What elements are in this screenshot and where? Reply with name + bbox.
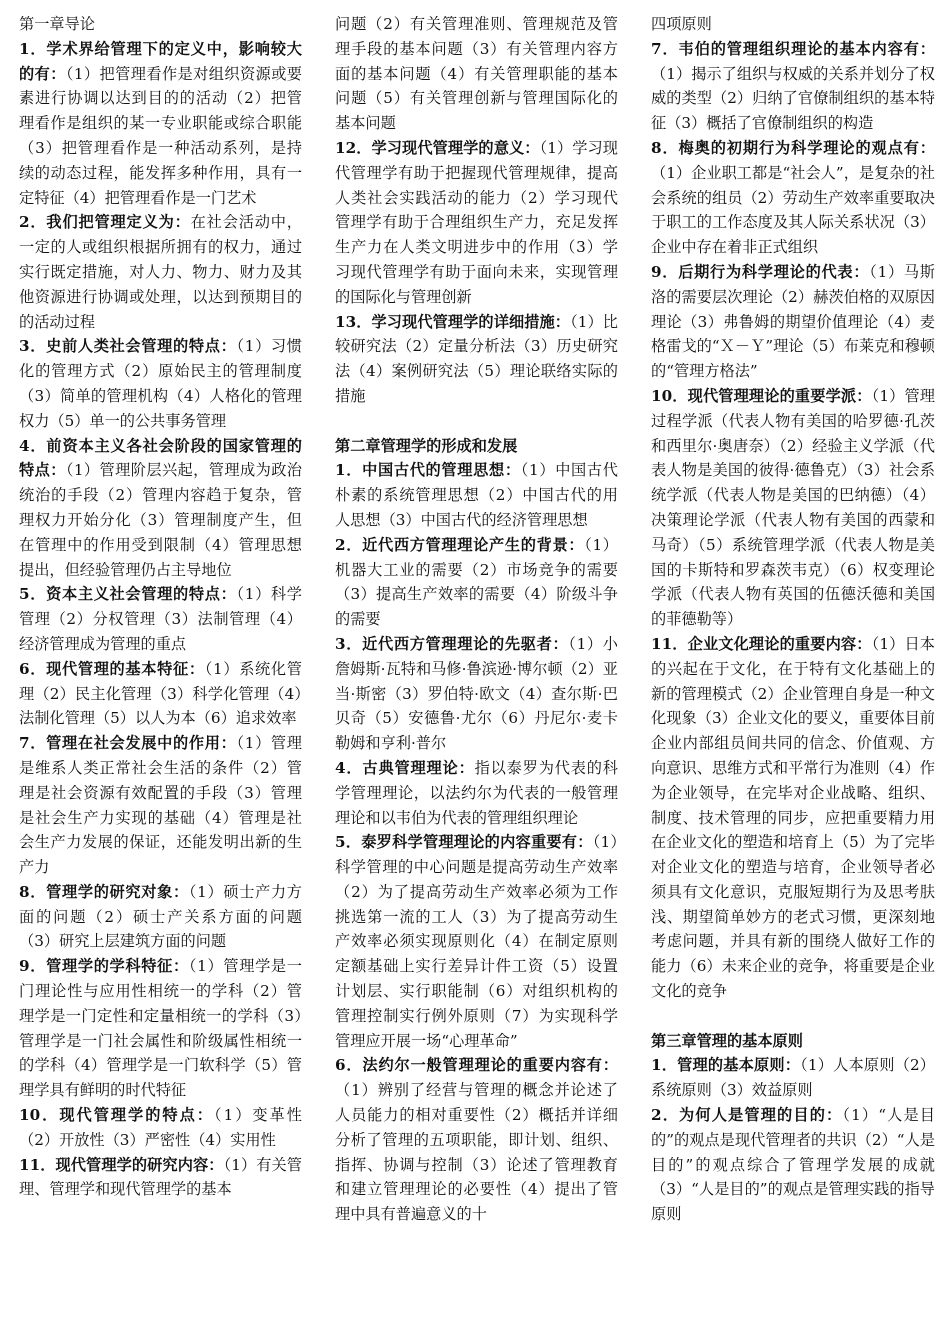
outline-item [335,1053,618,1227]
item-heading: 1．学术界给管理下的定义中，影响较大的有： [19,39,302,83]
chapter-heading: 第一章导论 [19,15,95,33]
outline-item [335,12,618,136]
item-heading: 5．泰罗科学管理理论的内容重要有： [335,833,593,852]
item-body: （1）比较研究法（2）定量分析法（3）历史研究法（4）案例研究法（5）理论联络实际的措施 [335,312,618,405]
column-right [651,12,935,1227]
item-heading: 8．梅奥的初期行为科学理论的观点有： [651,138,935,157]
outline-item [19,1103,302,1153]
chapter-heading: 第三章管理的基本原则 [651,1031,803,1050]
section-spacer [651,1004,935,1029]
item-heading: 2．为何人是管理的目的： [651,1106,843,1125]
outline-item [335,632,618,756]
item-body: （1）中国古代朴素的系统管理思想（2）中国古代的用人思想（3）中国古代的经济管理思想 [335,461,618,529]
outline-item [651,384,935,632]
item-body: （1）系统化管理（2）民主化管理（3）科学化管理（4）法制化管理（5）以人为本（6）追求效率 [19,659,302,728]
item-body: （1）科学管理的中心问题是提高劳动生产效率（2）为了提高劳动生产效率必须为工作挑选第一流的工人（3）为了提高劳动生产效率必须实现原则化（4）在制定原则定额基础上实行差异计件工资（5）设置计划层、实行职能制（6）对组织机构的管理控制实行例外原则（7）为实现科学管理应开展一场“心理革命” [335,833,618,1050]
item-heading: 1．管理的基本原则： [651,1056,801,1075]
chapter-heading: 第二章管理学的形成和发展 [335,436,518,455]
outline-item [651,1053,935,1103]
item-body: （1）硕士产力方面的问题（2）硕士产关系方面的问题（3）研究上层建筑方面的问题 [19,882,302,951]
item-heading: 9．管理学的学科特征： [19,957,189,976]
item-heading: 7．管理在社会发展中的作用： [19,734,237,753]
outline-item [651,1103,935,1227]
item-body: （1）小詹姆斯·瓦特和马修·鲁滨逊·博尔顿（2）亚当·斯密（3）罗伯特·欧文（4）查尔斯·巴贝奇（5）安德鲁·尤尔（6）丹尼尔·麦卡勒姆和亨利·普尔 [335,634,618,753]
item-body: （1）把管理看作是对组织资源或要素进行协调以达到目的的活动（2）把管理看作是组织的某一专业职能或综合职能（3）把管理看作是一种活动系列，是持续的动态过程，能发挥多种作用，具有一定特征（4）把管理看作是一门艺术 [19,64,302,207]
item-body: （1）习惯化的管理方式（2）原始民主的管理制度（3）简单的管理机构（4）人格化的管理权力（5）单一的公共事务管理 [19,337,302,430]
outline-item [651,37,935,136]
item-body: （1）机器大工业的需要（2）市场竞争的需要（3）提高生产效率的需要（4）阶级斗争的需要 [335,535,618,629]
outline-item [19,657,302,731]
item-heading: 5．资本主义社会管理的特点： [19,585,237,604]
outline-item [19,731,302,880]
item-heading: 11．企业文化理论的重要内容： [651,634,872,653]
item-heading: 10．现代管理理论的重要学派： [651,386,872,405]
item-body: （1）管理是维系人类正常社会生活的条件（2）管理是社会资源有效配置的手段（3）管理是社会生产力实现的基础（4）管理是社会生产力发展的保证，还能发明出新的生产力 [19,734,302,877]
outline-item [335,136,618,310]
outline-item [19,582,302,656]
column-middle [335,12,618,1227]
item-body: （1）变革性（2）开放性（3）严密性（4）实用性 [19,1106,302,1149]
item-heading: 11．现代管理学的研究内容： [19,1155,224,1174]
item-body: （1）管理学是一门理论性与应用性相统一的学科（2）管理学是一门定性和定量相统一的学科（3）管理学是一门社会属性和阶级属性相统一的学科（4）管理学是一门软科学（5）管理学具有鲜明的时代特征 [19,957,302,1100]
item-body: （1）管理过程学派（代表人物有美国的哈罗德·孔茨和西里尔·奥唐奈）（2）经验主义学派（代表人物是美国的彼得·德鲁克）（3）社会系统学派（代表人物是美国的巴纳德）（4）决策理论学派（代表人物有美国的西蒙和马奇）（5）系统管理学派（代表人物是美国的卡斯特和罗森茨韦克）（6）权变理论学派（代表人物有英国的伍德沃德和美国的菲德勒等） [651,386,935,629]
item-heading: 4．古典管理理论： [335,758,475,777]
item-heading: 3．近代西方管理理论的先驱者： [335,634,569,653]
item-body: （1）揭示了组织与权威的关系并划分了权威的类型（2）归纳了官僚制组织的基本特征（3）概括了官僚制组织的构造 [651,64,935,133]
item-body: （1）有关管理、管理学和现代管理学的基本 [19,1155,302,1199]
outline-item [335,310,618,409]
item-body: （1）辨别了经营与管理的概念并论述了人员能力的相对重要性（2）概括并详细分析了管理的五项职能，即计划、组织、指挥、协调与控制（3）论述了管理教育和建立管理理论的必要性（4）提出了管理中具有普遍意义的十 [335,1081,618,1224]
outline-item [19,1153,302,1203]
outline-item [335,533,618,632]
outline-item [19,334,302,433]
item-heading: 2．我们把管理定义为： [19,213,191,232]
outline-item [19,954,302,1103]
item-body: 四项原则 [651,15,712,33]
item-heading: 6．法约尔一般管理理论的重要内容有： [335,1056,618,1075]
item-heading: 10．现代管理学的特点： [19,1106,214,1125]
item-heading: 12．学习现代管理学的意义： [335,138,540,157]
item-body: （1）人本原则（2）系统原则（3）效益原则 [651,1056,935,1100]
item-body: （1）企业职工都是“社会人”，是复杂的社会系统的组员（2）劳动生产效率重要取决于职工的工作态度及其人际关系状况（3）企业中存在着非正式组织 [651,163,935,257]
item-body: 指以泰罗为代表的科学管理理论，以法约尔为代表的一般管理理论和以韦伯为代表的管理组织理论 [335,758,618,827]
item-heading: 3．史前人类社会管理的特点： [19,337,237,356]
item-heading: 6．现代管理的基本特征： [19,659,205,678]
item-body: 问题（2）有关管理准则、管理规范及管理手段的基本问题（3）有关管理内容方面的基本问题（4）有关管理职能的基本问题（5）有关管理创新与管理国际化的基本问题 [335,15,618,133]
outline-item [19,37,302,211]
item-heading: 8．管理学的研究对象： [19,882,189,901]
outline-item [19,434,302,583]
item-body: （1）日本的兴起在于文化，在于特有文化基础上的新的管理模式（2）企业管理自身是一种文化现象（3）企业文化的要义，重要体目前企业内部组员间共同的信念、价值观、方向意识、思维方式和平常行为准则（4）作为企业领导，在完毕对企业战略、组织、制度、技术管理的同步，应把重要精力用在企业文化的塑造和培育上（5）为了完毕对企业文化的塑造与培育，企业领导者必须具有文化意识，克服短期行为及思考肤浅、期望简单妙方的老式习惯，更深刻地考虑问题，并具有新的围绕人做好工作的能力（6）未来企业的竞争，将重要是企业文化的竞争 [651,634,935,1001]
outline-item [335,830,618,1053]
item-heading: 13．学习现代管理学的详细措施： [335,312,571,331]
outline-item [651,260,935,384]
outline-item [335,756,618,830]
item-heading: 9．后期行为科学理论的代表： [651,262,870,281]
item-body: （1）“人是目的”的观点是现代管理者的共识（2）“人是目的”的观点综合了管理学发展的成就（3）“人是目的”的观点是管理实践的指导原则 [651,1106,935,1224]
item-body: （1）科学管理（2）分权管理（3）法制管理（4）经济管理成为管理的重点 [19,585,302,653]
item-body: （1）马斯洛的需要层次理论（2）赫茨伯格的双原因理论（3）弗鲁姆的期望价值理论（4）麦格雷戈的“Ｘ－Ｙ”理论（5）布莱克和穆顿的“管理方格法” [651,262,935,381]
outline-item [335,458,618,532]
outline-item [19,880,302,954]
item-heading: 1．中国古代的管理思想： [335,461,521,480]
item-body: 在社会活动中，一定的人或组织根据所拥有的权力，通过实行既定措施，对人力、物力、财力及其他资源进行协调或处理，以达到预期目的的活动过程 [19,213,302,331]
outline-item [651,632,935,1004]
section-spacer [335,409,618,434]
outline-item [651,136,935,260]
outline-item [651,12,935,37]
column-left [19,12,302,1202]
item-heading: 7．韦伯的管理组织理论的基本内容有： [651,39,935,58]
item-body: （1）学习现代管理学有助于把握现代管理规律，提高人类社会实践活动的能力（2）学习现代管理学有助于合理组织生产力，充足发挥生产力在人类文明进步中的作用（3）学习现代管理学有助于面向未来，实现管理的国际化与管理创新 [335,138,618,306]
item-heading: 2．近代西方管理理论产生的背景： [335,535,585,554]
item-heading: 4．前资本主义各社会阶段的国家管理的特点： [19,436,302,480]
item-body: （1）管理阶层兴起，管理成为政治统治的手段（2）管理内容趋于复杂，管理权力开始分化（3）管理制度产生，但在管理中的作用受到限制（4）管理思想提出，但经验管理仍占主导地位 [19,461,302,579]
outline-item [19,210,302,334]
